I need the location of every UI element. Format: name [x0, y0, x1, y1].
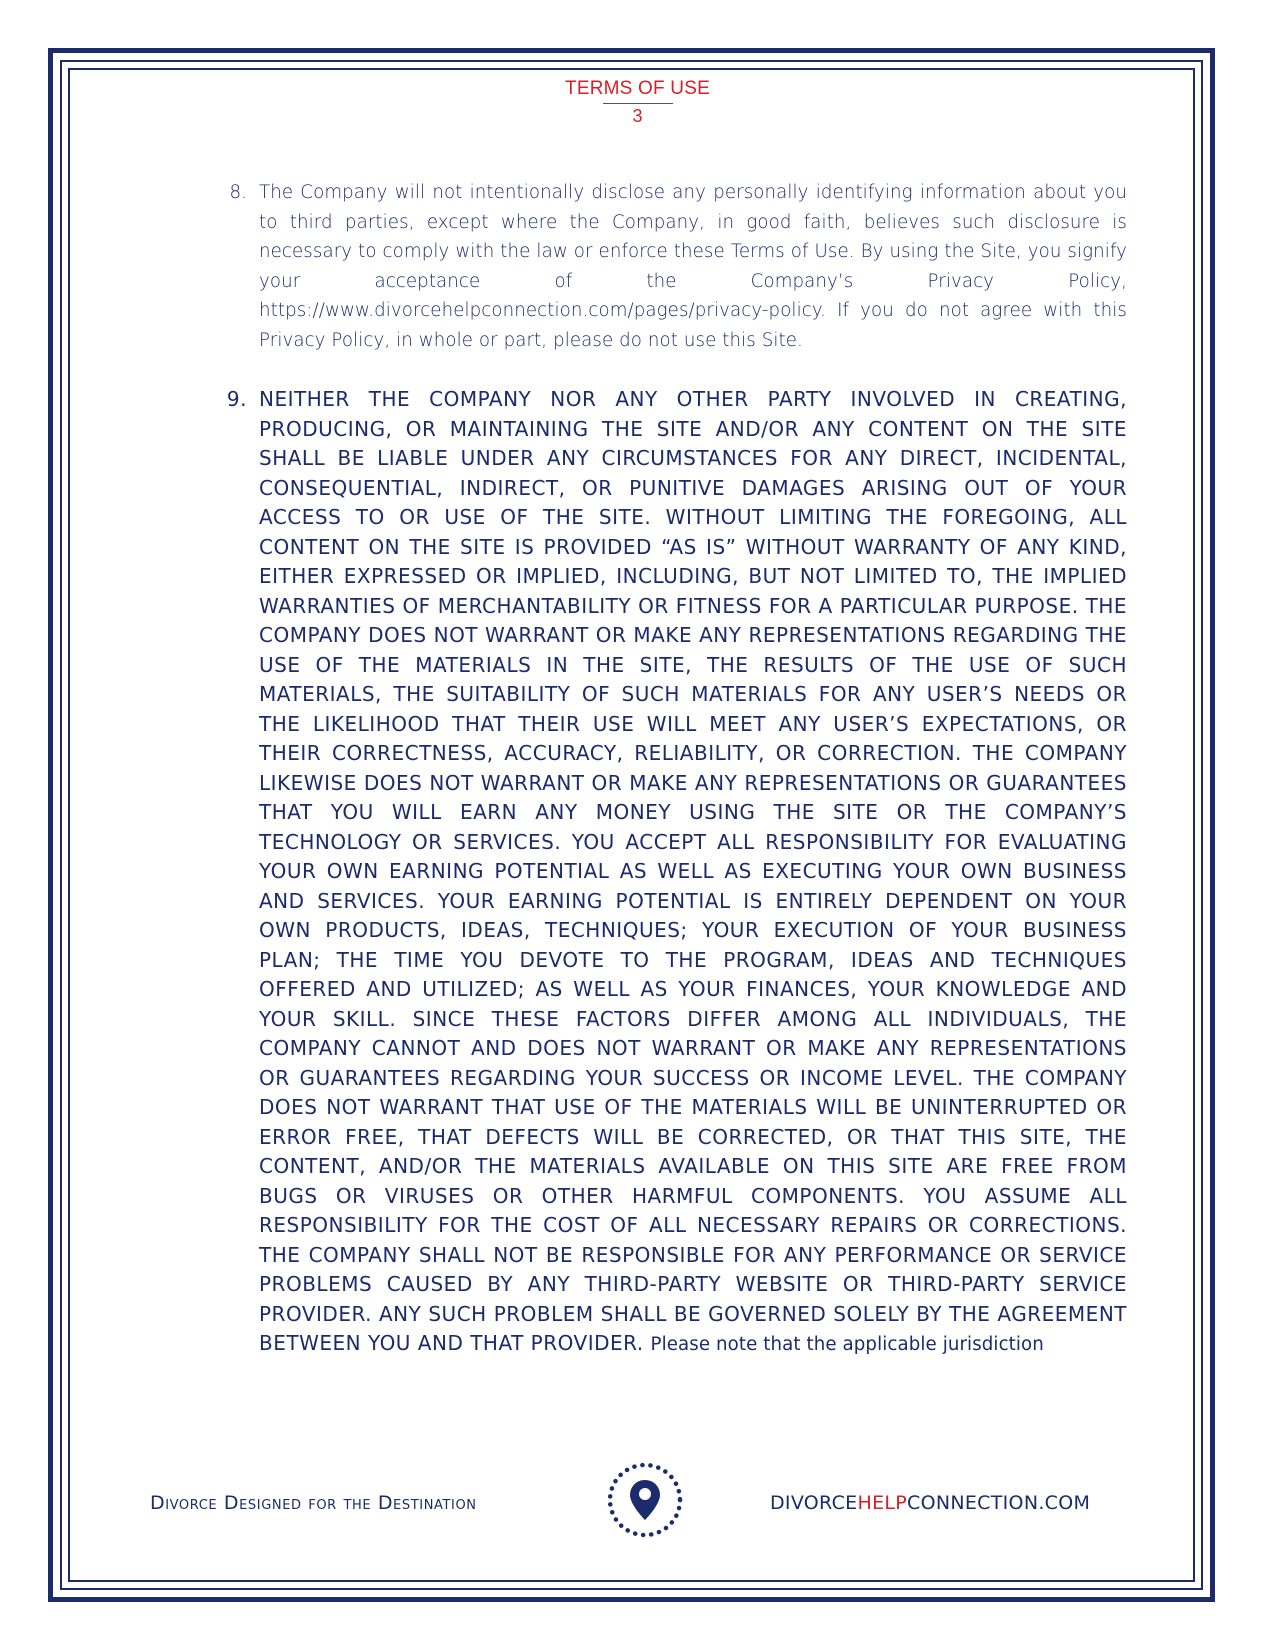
location-pin-icon	[605, 1460, 685, 1540]
title-underline	[603, 103, 673, 104]
footer-tagline: Divorce Designed for the Destination	[150, 1492, 477, 1514]
document-title: TERMS OF USE	[565, 78, 710, 99]
clause-9	[207, 385, 1127, 1360]
website-prefix: DIVORCE	[770, 1492, 858, 1514]
clause-number: 9.	[226, 387, 247, 411]
clause-8	[207, 178, 1127, 355]
website-suffix: CONNECTION.COM	[907, 1492, 1091, 1514]
page-number: 3	[632, 106, 643, 126]
clause-text-tail: Please note that the applicable jurisdiction	[650, 1334, 1044, 1355]
clause-text-caps: NEITHER THE COMPANY NOR ANY OTHER PARTY INVOLVED IN CREATING, PRODUCING, OR MAINTAINING THE SITE AND/OR ANY CONTENT ON THE SITE SHALL BE LIABLE UNDER ANY CIRCUMSTANCES FOR ANY DIRECT, INCIDENTAL, CONSEQUENTIAL, INDIRECT, OR PUNITIVE DAMAGES ARISING OUT OF YOUR ACCESS TO OR USE OF THE SITE. WITHOUT LIMITING THE FOREGOING, ALL CONTENT ON THE SITE IS PROVIDED “AS IS” WITHOUT WARRANTY OF ANY KIND, EITHER EXPRESSED OR IMPLIED, INCLUDING, BUT NOT LIMITED TO, THE IMPLIED WARRANTIES OF MERCHANTABILITY OR FITNESS FOR A PARTICULAR PURPOSE. THE COMPANY DOES NOT WARRANT OR MAKE ANY REPRESENTATIONS REGARDING THE USE OF THE MATERIALS IN THE SITE, THE RESULTS OF THE USE OF SUCH MATERIALS, THE SUITABILITY OF SUCH MATERIALS FOR ANY USER’S NEEDS OR THE LIKELIHOOD THAT THEIR USE WILL MEET ANY USER’S EXPECTATIONS, OR THEIR CORRECTNESS, ACCURACY, RELIABILITY, OR CORRECTION. THE COMPANY LIKEWISE DOES NOT WARRANT OR MAKE ANY REPRESENTATIONS OR GUARANTEES THAT YOU WILL EARN ANY MONEY USING THE SITE OR THE COMPANY’S TECHNOLOGY OR SERVICES. YOU ACCEPT ALL RESPONSIBILITY FOR EVALUATING YOUR OWN EARNING POTENTIAL AS WELL AS EXECUTING YOUR OWN BUSINESS AND SERVICES. YOUR EARNING POTENTIAL IS ENTIRELY DEPENDENT ON YOUR OWN PRODUCTS, IDEAS, TECHNIQUES; YOUR EXECUTION OF YOUR BUSINESS PLAN; THE TIME YOU DEVOTE TO THE PROGRAM, IDEAS AND TECHNIQUES OFFERED AND UTILIZED; AS WELL AS YOUR FINANCES, YOUR KNOWLEDGE AND YOUR SKILL. SINCE THESE FACTORS DIFFER AMONG ALL INDIVIDUALS, THE COMPANY CANNOT AND DOES NOT WARRANT OR MAKE ANY REPRESENTATIONS OR GUARANTEES REGARDING YOUR SUCCESS OR INCOME LEVEL. THE COMPANY DOES NOT WARRANT THAT USE OF THE MATERIALS WILL BE UNINTERRUPTED OR ERROR FREE, THAT DEFECTS WILL BE CORRECTED, OR THAT THIS SITE, THE CONTENT, AND/OR THE MATERIALS AVAILABLE ON THIS SITE ARE FREE FROM BUGS OR VIRUSES OR OTHER HARMFUL COMPONENTS. YOU ASSUME ALL RESPONSIBILITY FOR THE COST OF ALL NECESSARY REPAIRS OR CORRECTIONS. THE COMPANY SHALL NOT BE RESPONSIBLE FOR ANY PERFORMANCE OR SERVICE PROBLEMS CAUSED BY ANY THIRD-PARTY WEBSITE OR THIRD-PARTY SERVICE PROVIDER. ANY SUCH PROBLEM SHALL BE GOVERNED SOLELY BY THE AGREEMENT BETWEEN YOU AND THAT PROVIDER.	[259, 387, 1127, 1355]
page-header	[0, 78, 1275, 127]
page-footer	[0, 1460, 1275, 1540]
clause-number: 8.	[229, 182, 247, 203]
website-accent: HELP	[857, 1492, 908, 1514]
footer-website[interactable]	[770, 1492, 1090, 1514]
terms-body	[207, 178, 1127, 1360]
clause-text: The Company will not intentionally disclose any personally identifying information about you to third parties, except where the Company, in good faith, believes such disclosure is necessary to comply with the law or enforce these Terms of Use. By using the Site, you signify your acceptance of the Company’s Privacy Policy, https://www.divorcehelpconnection.com/pages/privacy-policy. If you do not agree with this Privacy Policy, in whole or part, please do not use this Site.	[259, 182, 1127, 351]
